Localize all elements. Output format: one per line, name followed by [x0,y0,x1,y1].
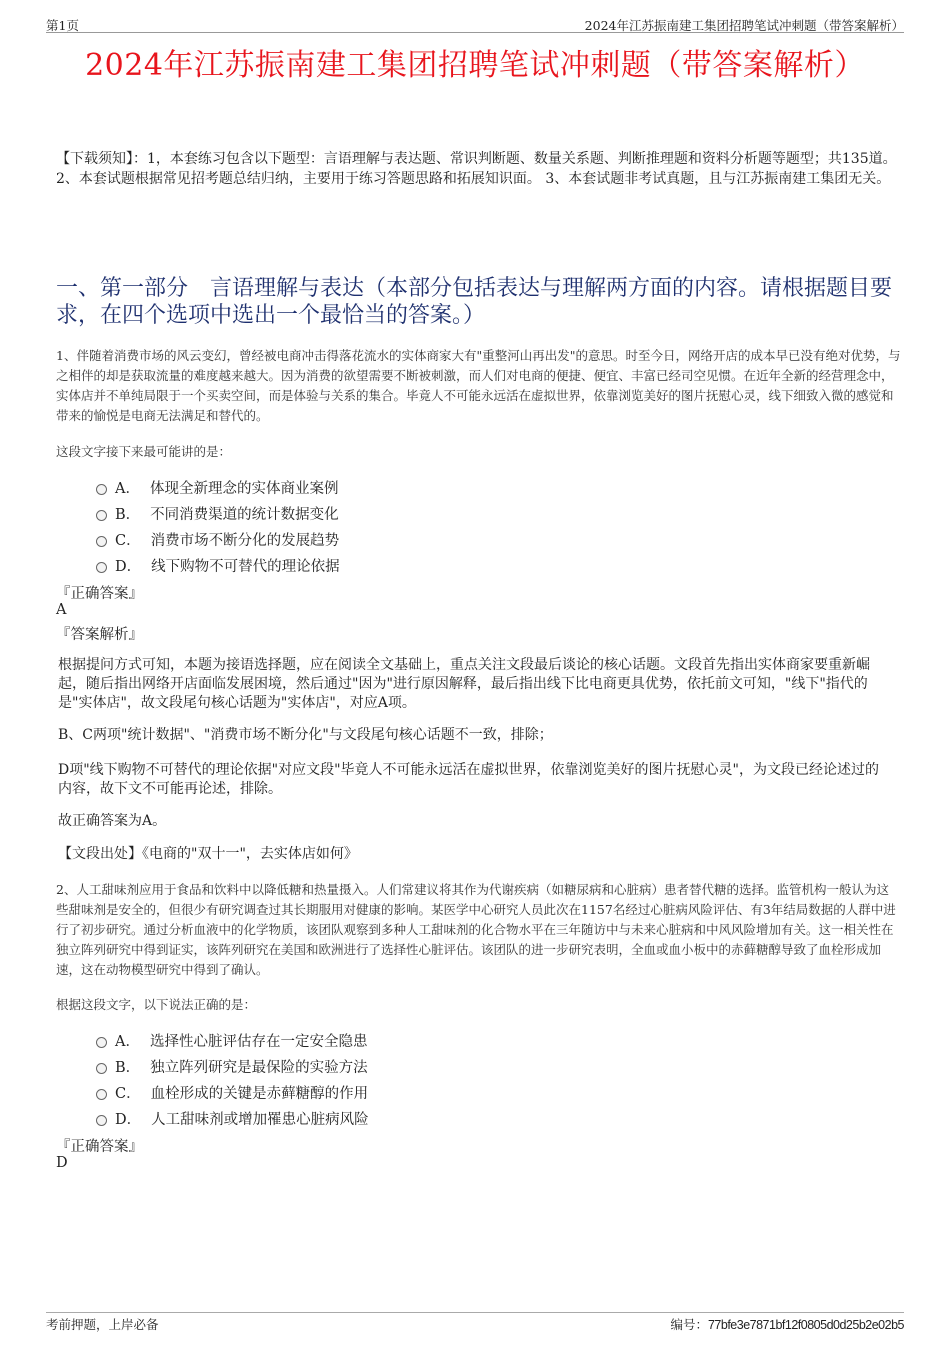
question-1-text: 1、伴随着消费市场的风云变幻，曾经被电商冲击得落花流水的实体商家大有"重整河山再出发"的意思。时至今日，网络开店的成本早已没有绝对优势，与之相伴的却是获取流量的难度越来越大。因为消费的欲望需要不断被刺激，而人们对电商的便捷、便宜、丰富已经司空见惯。在近年全新的经营理念中，实体店并不单纯局限于一个买卖空间，而是体验与关系的集合。毕竟人不可能永远活在虚拟世界，依靠浏览美好的图片抚慰心灵，线下细致入微的感觉和带来的愉悦是电商无法满足和替代的。 [56,348,901,423]
q1-answer: A [56,602,67,618]
radio-icon[interactable] [96,1037,107,1048]
radio-icon[interactable] [96,562,107,573]
q2-option-c[interactable]: C． 血栓形成的关键是赤藓糖醇的作用 [96,1082,368,1103]
q1-analysis-para: 故正确答案为A。 [58,813,167,829]
header-doc-title: 2024年江苏振南建工集团招聘笔试冲刺题（带答案解析） [584,18,904,33]
question-1-prompt: 这段文字接下来最可能讲的是： [56,444,232,459]
download-notice: 【下载须知】：1，本套练习包含以下题型：言语理解与表达题、常识判断题、数量关系题、判断推理题和资料分析题等题型；共135道。 2、本套试题根据常见招考题总结归纳，主要用于练习答题思路和拓展知识面。 3、本套试题非考试真题，且与江苏振南建工集团无关。 [56,151,897,187]
section-heading: 一、第一部分 言语理解与表达（本部分包括表达与理解两方面的内容。请根据题目要求，在四个选项中选出一个最恰当的答案。） [56,276,893,328]
radio-icon[interactable] [96,484,107,495]
q1-option-b[interactable]: B． 不同消费渠道的统计数据变化 [96,503,339,524]
q1-analysis-para: D项"线下购物不可替代的理论依据"对应文段"毕竟人不可能永远活在虚拟世界，依靠浏览美好的图片抚慰心灵"，为文段已经论述过的内容，故下文不可能再论述，排除。 [58,762,879,797]
q1-answer-label: 『正确答案』 [56,586,143,602]
radio-icon[interactable] [96,1089,107,1100]
page-title: 2024年江苏振南建工集团招聘笔试冲刺题（带答案解析） [85,48,865,83]
radio-icon[interactable] [96,510,107,521]
q1-source: 【文段出处】《电商的"双十一"，去实体店如何》 [58,846,358,862]
q1-analysis-para: B、C两项"统计数据"、"消费市场不断分化"与文段尾句核心话题不一致，排除； [58,727,553,743]
q1-option-d[interactable]: D． 线下购物不可替代的理论依据 [96,555,340,576]
page-number: 第1页 [46,18,79,33]
footer-slogan: 考前押题，上岸必备 [46,1317,159,1332]
radio-icon[interactable] [96,1063,107,1074]
q1-option-c[interactable]: C． 消费市场不断分化的发展趋势 [96,529,339,550]
q2-option-b[interactable]: B． 独立阵列研究是最保险的实验方法 [96,1056,368,1077]
q2-answer: D [56,1155,68,1171]
question-2-prompt: 根据这段文字，以下说法正确的是： [56,997,257,1012]
q1-option-a[interactable]: A． 体现全新理念的实体商业案例 [96,477,338,498]
q1-analysis-para: 根据提问方式可知，本题为接语选择题，应在阅读全文基础上，重点关注文段最后谈论的核心话题。文段首先指出实体商家要重新崛起，随后指出网络开店面临发展困境，然后通过"因为"进行原因解释，最后指出线下比电商更具优势，依托前文可知，"线下"指代的是"实体店"，故文段尾句核心话题为"实体店"，对应A项。 [58,657,870,711]
radio-icon[interactable] [96,536,107,547]
q2-option-d[interactable]: D． 人工甜味剂或增加罹患心脏病风险 [96,1108,369,1129]
q2-option-a[interactable]: A． 选择性心脏评估存在一定安全隐患 [96,1030,367,1051]
footer-code: 编号：77bfe3e7871bf12f0805d0d25b2e02b5 [670,1317,904,1332]
page-header [46,14,904,33]
q1-analysis-label: 『答案解析』 [56,627,143,643]
page-footer [46,1312,904,1332]
radio-icon[interactable] [96,1115,107,1126]
question-2-text: 2、人工甜味剂应用于食品和饮料中以降低糖和热量摄入。人们常建议将其作为代谢疾病（如糖尿病和心脏病）患者替代糖的选择。监管机构一般认为这些甜味剂是安全的，但很少有研究调查过其长期服用对健康的影响。某医学中心研究人员此次在1157名经过心脏病风险评估、有3年结局数据的人群中进行了初步研究。通过分析血液中的化学物质，该团队观察到多种人工甜味剂的化合物水平在三年随访中与未来心脏病和中风风险增加有关。这一相关性在独立阵列研究中得到证实，该阵列研究在美国和欧洲进行了选择性心脏评估。该团队的进一步研究表明，全血或血小板中的赤藓糖醇导致了血栓形成加速，这在动物模型研究中得到了确认。 [56,882,896,977]
q2-answer-label: 『正确答案』 [56,1139,143,1155]
